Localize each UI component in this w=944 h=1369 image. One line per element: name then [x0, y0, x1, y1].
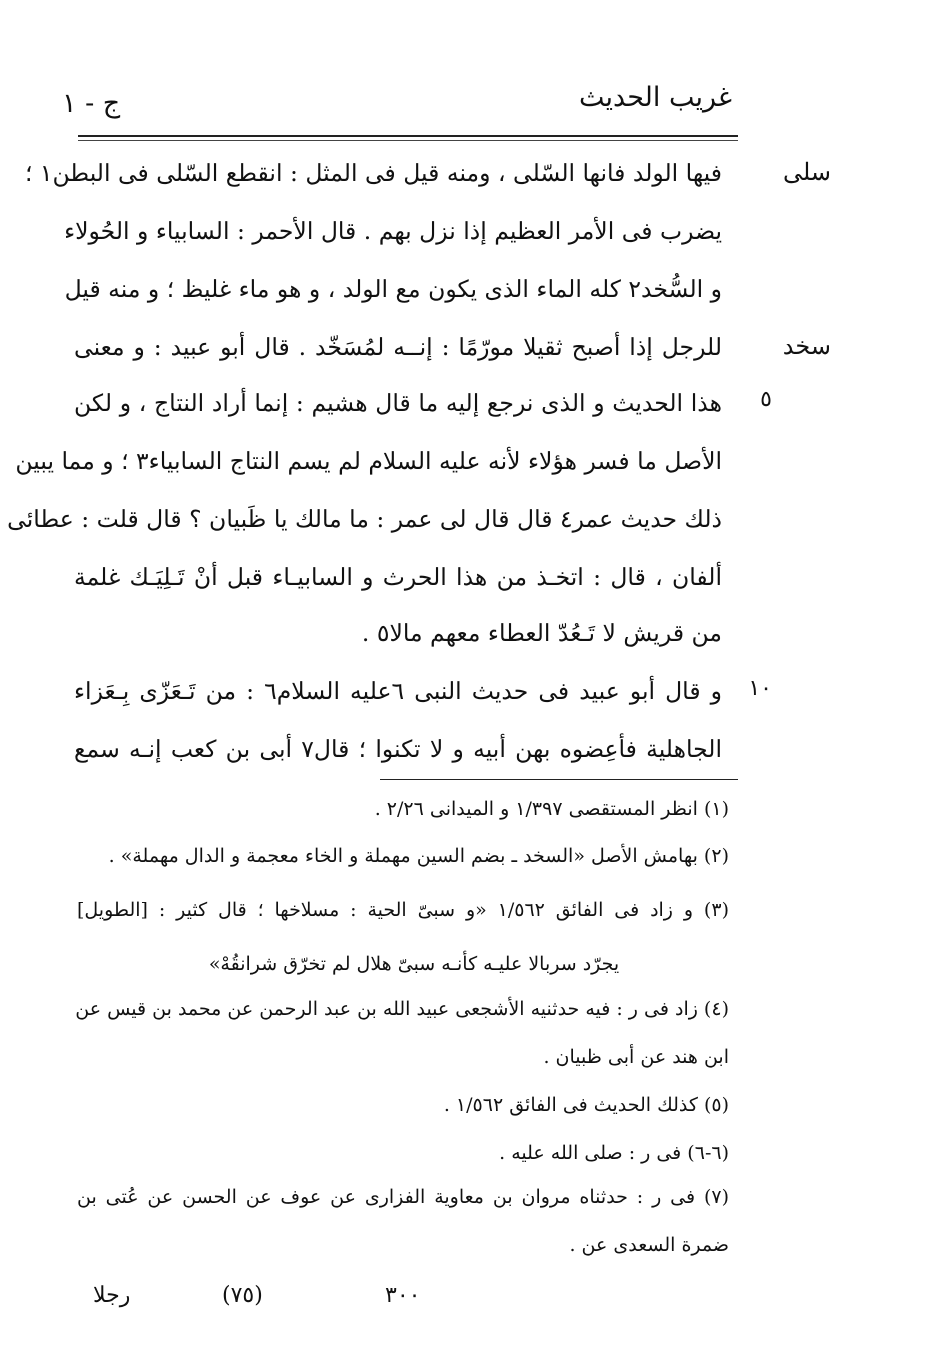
body-line: يضرب فى الأمر العظيم إذا نزل بهم . قال الأحمر : السابياء و الحُولاء	[64, 217, 722, 245]
line-number-10: ١٠	[748, 676, 772, 701]
footnote-3: (٣) و زاد فى الفائق ١/٥٦٢ «و سبىّ الحية : مسلاخها ؛ قال كثير : [الطويل]	[77, 899, 729, 921]
footnote-3-verse: يجرّد سربالا عليـه كأنـه سبىّ هلال لم تخرّق شرانقُهْ»	[208, 953, 620, 975]
body-line: الأصل ما فسر هؤلاء لأنه عليه السلام لم يسم النتاج السابياء٣ ؛ و مما يبين	[15, 447, 722, 475]
header-rule	[78, 135, 738, 137]
footnote-7-continued: ضمرة السعدى عن .	[569, 1234, 729, 1256]
catchword: رجلا	[93, 1283, 131, 1308]
header-rule-thin	[78, 140, 738, 141]
volume-label: ج - ١	[62, 88, 121, 119]
footnote-2: (٢) بهامش الأصل «السخد ـ بضم السين مهملة و الخاء معجمة و الدال مهملة» .	[108, 845, 729, 867]
running-title: غريب الحديث	[579, 82, 732, 113]
margin-gloss-sakhd: سخد	[782, 332, 831, 360]
body-line: فيها الولد فانها السّلى ، ومنه قيل فى المثل : انقطع السّلى فى البطن١ ؛	[24, 159, 722, 187]
body-line: و السُّخد٢ كله الماء الذى يكون مع الولد ، و هو ماء غليظ ؛ و منه قيل	[64, 275, 722, 303]
body-line: الجاهلية فأعِضوه بهن أبيه و لا تكنوا ؛ قال٧ أبى بن كعب إنـه سمع	[74, 735, 722, 763]
footnote-5: (٥) كذلك الحديث فى الفائق ١/٥٦٢ .	[443, 1094, 729, 1116]
body-line: هذا الحديث و الذى نرجع إليه ما قال هشيم : إنما أراد النتاج ، و لكن	[74, 389, 722, 417]
body-line: و قال أبو عبيد فى حديث النبى ٦عليه السلام٦ : من تَـعَزّى بِـعَزاء	[74, 677, 722, 705]
page-number: ٣٠٠	[385, 1283, 421, 1308]
sequence-number: (٧٥)	[222, 1283, 263, 1308]
body-line: ألفان ، قال : اتخـذ من هذا الحرث و السابيـاء قبل أنْ تَـلِيَـك غلمة	[74, 563, 722, 591]
margin-gloss-sala: سلى	[782, 158, 831, 186]
footnote-6: (٦-٦) فى ر : صلى الله عليه .	[499, 1142, 729, 1164]
footnote-7: (٧) فى ر : حدثناه مروان بن معاوية الفزارى عن عوف عن الحسن عن عُتى بن	[77, 1186, 729, 1208]
body-line: ذلك حديث عمر٤ قال قال لى عمر : ما مالك يا ظَبيان ؟ قال قلت : عطائى	[7, 505, 722, 533]
footnote-4: (٤) زاد فى ر : فيه حدثنيه الأشجعى عبيد الله بن عبد الرحمن عن محمد بن قيس عن	[75, 998, 729, 1020]
footnote-1: (١) انظر المستقصى ١/٣٩٧ و الميدانى ٢/٢٦ .	[374, 798, 729, 820]
line-number-5: ٥	[760, 387, 772, 412]
footnote-rule	[380, 779, 738, 780]
body-line: للرجل إذا أصبح ثقيلا مورّمًا : إنــه لمُسَخّد . قال أبو عبيد : و معنى	[74, 333, 722, 361]
footnote-4-continued: ابن هند عن أبى ظبيان .	[543, 1046, 729, 1068]
body-line: من قريش لا تَـعُدّ العطاء معهم مالا٥ .	[361, 619, 722, 647]
